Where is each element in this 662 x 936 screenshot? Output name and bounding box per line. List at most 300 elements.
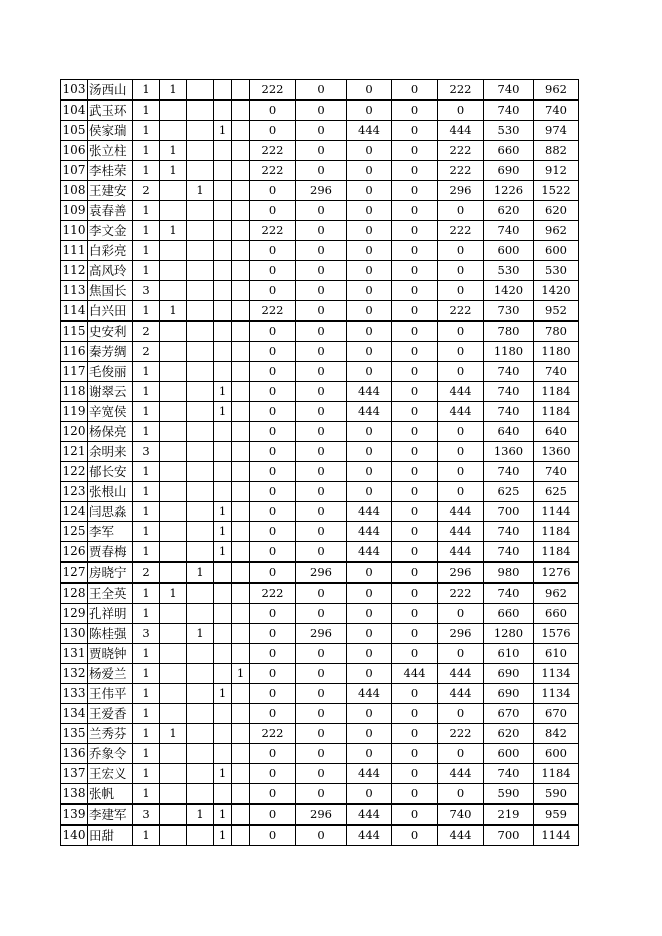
- cell-amount-b: 296: [296, 562, 347, 583]
- cell-col-d: [232, 362, 250, 382]
- cell-col-b: [187, 422, 214, 442]
- cell-col-b: [187, 141, 214, 161]
- cell-col-c: [214, 644, 232, 664]
- cell-subtotal: 296: [438, 624, 484, 644]
- cell-col-c: [214, 241, 232, 261]
- cell-row-number: 120: [61, 422, 88, 442]
- cell-subtotal: 296: [438, 562, 484, 583]
- cell-total: 1184: [534, 522, 579, 542]
- cell-amount-a: 0: [250, 604, 296, 624]
- cell-row-number: 110: [61, 221, 88, 241]
- cell-row-number: 118: [61, 382, 88, 402]
- cell-amount-b: 0: [296, 724, 347, 744]
- cell-amount-c: 0: [347, 301, 392, 322]
- cell-row-number: 106: [61, 141, 88, 161]
- cell-amount-c: 0: [347, 201, 392, 221]
- cell-col-a: [160, 684, 187, 704]
- cell-col-a: [160, 562, 187, 583]
- table-row: [61, 402, 579, 422]
- cell-col-b: [187, 201, 214, 221]
- cell-col-b: 1: [187, 804, 214, 825]
- cell-col-b: [187, 583, 214, 604]
- cell-amount-c: 444: [347, 804, 392, 825]
- cell-base: 670: [484, 704, 534, 724]
- cell-amount-b: 0: [296, 825, 347, 846]
- cell-col-c: [214, 422, 232, 442]
- cell-total: 530: [534, 261, 579, 281]
- cell-count: 1: [133, 542, 160, 563]
- cell-amount-d: 0: [392, 342, 438, 362]
- cell-row-number: 133: [61, 684, 88, 704]
- cell-amount-d: 0: [392, 542, 438, 563]
- cell-amount-d: 0: [392, 604, 438, 624]
- cell-amount-b: 0: [296, 542, 347, 563]
- cell-col-a: 1: [160, 301, 187, 322]
- cell-row-number: 114: [61, 301, 88, 322]
- cell-amount-d: 0: [392, 704, 438, 724]
- cell-subtotal: 222: [438, 80, 484, 101]
- cell-subtotal: 0: [438, 604, 484, 624]
- cell-amount-c: 444: [347, 382, 392, 402]
- cell-amount-b: 0: [296, 281, 347, 301]
- cell-col-b: 1: [187, 181, 214, 201]
- cell-row-number: 112: [61, 261, 88, 281]
- cell-subtotal: 222: [438, 161, 484, 181]
- cell-amount-b: 0: [296, 121, 347, 141]
- cell-col-c: 1: [214, 764, 232, 784]
- cell-count: 1: [133, 161, 160, 181]
- cell-col-a: [160, 362, 187, 382]
- cell-amount-d: 0: [392, 442, 438, 462]
- cell-count: 1: [133, 422, 160, 442]
- cell-col-a: [160, 121, 187, 141]
- cell-amount-c: 0: [347, 261, 392, 281]
- cell-row-number: 122: [61, 462, 88, 482]
- cell-count: 3: [133, 624, 160, 644]
- cell-base: 730: [484, 301, 534, 322]
- cell-row-number: 130: [61, 624, 88, 644]
- cell-subtotal: 0: [438, 201, 484, 221]
- cell-col-d: [232, 462, 250, 482]
- table-row: [61, 221, 579, 241]
- cell-base: 1420: [484, 281, 534, 301]
- cell-col-a: [160, 482, 187, 502]
- table-row: [61, 181, 579, 201]
- cell-name: 张立柱: [88, 141, 133, 161]
- cell-col-a: [160, 442, 187, 462]
- cell-col-c: 1: [214, 502, 232, 522]
- table-row: [61, 201, 579, 221]
- cell-amount-d: 0: [392, 482, 438, 502]
- cell-name: 张帆: [88, 784, 133, 805]
- cell-amount-d: 0: [392, 684, 438, 704]
- cell-total: 842: [534, 724, 579, 744]
- cell-col-b: [187, 825, 214, 846]
- cell-col-a: [160, 422, 187, 442]
- cell-amount-d: 0: [392, 744, 438, 764]
- cell-amount-b: 0: [296, 704, 347, 724]
- cell-count: 1: [133, 100, 160, 121]
- cell-col-c: 1: [214, 121, 232, 141]
- cell-count: 2: [133, 321, 160, 342]
- cell-name: 王全英: [88, 583, 133, 604]
- cell-amount-c: 444: [347, 121, 392, 141]
- cell-col-d: [232, 825, 250, 846]
- cell-amount-b: 0: [296, 744, 347, 764]
- cell-name: 张根山: [88, 482, 133, 502]
- cell-amount-c: 0: [347, 624, 392, 644]
- cell-col-a: [160, 764, 187, 784]
- cell-count: 1: [133, 141, 160, 161]
- cell-name: 李建军: [88, 804, 133, 825]
- cell-count: 1: [133, 684, 160, 704]
- cell-subtotal: 0: [438, 784, 484, 805]
- cell-col-c: 1: [214, 382, 232, 402]
- cell-amount-a: 0: [250, 462, 296, 482]
- cell-count: 1: [133, 261, 160, 281]
- cell-count: 1: [133, 201, 160, 221]
- cell-name: 秦芳绸: [88, 342, 133, 362]
- cell-amount-a: 0: [250, 402, 296, 422]
- cell-amount-a: 0: [250, 422, 296, 442]
- cell-amount-d: 0: [392, 382, 438, 402]
- cell-total: 1276: [534, 562, 579, 583]
- table-row: [61, 482, 579, 502]
- cell-count: 3: [133, 804, 160, 825]
- cell-col-c: [214, 80, 232, 101]
- cell-amount-d: 0: [392, 141, 438, 161]
- cell-amount-a: 0: [250, 684, 296, 704]
- cell-name: 王宏义: [88, 764, 133, 784]
- cell-col-a: [160, 342, 187, 362]
- table-row: [61, 261, 579, 281]
- cell-total: 1184: [534, 402, 579, 422]
- cell-amount-b: 0: [296, 422, 347, 442]
- cell-col-c: [214, 181, 232, 201]
- cell-total: 1134: [534, 684, 579, 704]
- cell-amount-d: 0: [392, 784, 438, 805]
- cell-amount-d: 0: [392, 362, 438, 382]
- cell-amount-a: 0: [250, 804, 296, 825]
- cell-subtotal: 0: [438, 321, 484, 342]
- cell-col-a: 1: [160, 724, 187, 744]
- cell-total: 660: [534, 604, 579, 624]
- cell-total: 620: [534, 201, 579, 221]
- cell-total: 1360: [534, 442, 579, 462]
- cell-subtotal: 0: [438, 100, 484, 121]
- cell-col-b: [187, 241, 214, 261]
- cell-total: 1576: [534, 624, 579, 644]
- cell-col-c: [214, 141, 232, 161]
- cell-amount-d: 0: [392, 804, 438, 825]
- cell-col-b: [187, 342, 214, 362]
- cell-amount-c: 0: [347, 161, 392, 181]
- cell-count: 1: [133, 825, 160, 846]
- cell-amount-a: 0: [250, 825, 296, 846]
- cell-amount-a: 0: [250, 442, 296, 462]
- cell-col-b: [187, 542, 214, 563]
- cell-base: 740: [484, 80, 534, 101]
- cell-col-c: [214, 462, 232, 482]
- cell-name: 王建安: [88, 181, 133, 201]
- cell-subtotal: 444: [438, 382, 484, 402]
- cell-col-d: [232, 301, 250, 322]
- cell-row-number: 134: [61, 704, 88, 724]
- cell-base: 740: [484, 462, 534, 482]
- cell-amount-b: 0: [296, 141, 347, 161]
- cell-col-b: [187, 321, 214, 342]
- cell-total: 740: [534, 362, 579, 382]
- cell-count: 2: [133, 181, 160, 201]
- cell-name: 陈桂强: [88, 624, 133, 644]
- cell-amount-b: 0: [296, 301, 347, 322]
- cell-amount-a: 0: [250, 522, 296, 542]
- cell-total: 1144: [534, 825, 579, 846]
- cell-subtotal: 0: [438, 342, 484, 362]
- cell-amount-a: 0: [250, 624, 296, 644]
- cell-col-d: [232, 604, 250, 624]
- cell-amount-c: 0: [347, 100, 392, 121]
- cell-col-a: [160, 644, 187, 664]
- cell-count: 1: [133, 583, 160, 604]
- cell-col-d: [232, 201, 250, 221]
- cell-amount-c: 0: [347, 141, 392, 161]
- cell-count: 2: [133, 562, 160, 583]
- cell-col-c: [214, 744, 232, 764]
- cell-amount-c: 444: [347, 542, 392, 563]
- cell-base: 740: [484, 221, 534, 241]
- cell-amount-b: 0: [296, 522, 347, 542]
- cell-amount-d: 0: [392, 261, 438, 281]
- table-row: [61, 80, 579, 101]
- cell-col-a: [160, 522, 187, 542]
- cell-amount-c: 0: [347, 744, 392, 764]
- cell-amount-d: 0: [392, 522, 438, 542]
- cell-base: 620: [484, 201, 534, 221]
- cell-col-d: [232, 402, 250, 422]
- cell-base: 1226: [484, 181, 534, 201]
- cell-amount-c: 0: [347, 181, 392, 201]
- cell-amount-c: 0: [347, 644, 392, 664]
- cell-count: 1: [133, 221, 160, 241]
- cell-amount-d: 0: [392, 402, 438, 422]
- cell-name: 贾春梅: [88, 542, 133, 563]
- cell-col-d: [232, 80, 250, 101]
- cell-amount-a: 0: [250, 281, 296, 301]
- cell-amount-a: 0: [250, 562, 296, 583]
- cell-base: 1360: [484, 442, 534, 462]
- table-row: [61, 684, 579, 704]
- cell-col-c: [214, 624, 232, 644]
- cell-col-b: [187, 121, 214, 141]
- cell-amount-d: 0: [392, 422, 438, 442]
- cell-row-number: 132: [61, 664, 88, 684]
- cell-amount-c: 444: [347, 502, 392, 522]
- cell-col-d: [232, 442, 250, 462]
- cell-amount-a: 0: [250, 744, 296, 764]
- cell-base: 980: [484, 562, 534, 583]
- cell-count: 1: [133, 724, 160, 744]
- cell-base: 610: [484, 644, 534, 664]
- cell-amount-b: 296: [296, 804, 347, 825]
- cell-col-d: [232, 502, 250, 522]
- cell-col-c: 1: [214, 402, 232, 422]
- cell-row-number: 140: [61, 825, 88, 846]
- cell-amount-b: 0: [296, 583, 347, 604]
- cell-col-d: [232, 482, 250, 502]
- cell-amount-b: 0: [296, 764, 347, 784]
- cell-amount-c: 0: [347, 442, 392, 462]
- cell-subtotal: 0: [438, 482, 484, 502]
- cell-row-number: 108: [61, 181, 88, 201]
- cell-count: 1: [133, 301, 160, 322]
- cell-col-a: [160, 784, 187, 805]
- cell-amount-d: 0: [392, 121, 438, 141]
- cell-col-b: [187, 684, 214, 704]
- cell-col-c: [214, 562, 232, 583]
- cell-col-d: [232, 724, 250, 744]
- cell-base: 780: [484, 321, 534, 342]
- cell-amount-d: 0: [392, 301, 438, 322]
- cell-count: 2: [133, 342, 160, 362]
- table-row: [61, 362, 579, 382]
- cell-col-d: [232, 562, 250, 583]
- cell-col-a: [160, 181, 187, 201]
- cell-name: 田甜: [88, 825, 133, 846]
- cell-total: 590: [534, 784, 579, 805]
- cell-amount-d: 0: [392, 161, 438, 181]
- cell-col-c: [214, 583, 232, 604]
- cell-amount-c: 0: [347, 362, 392, 382]
- cell-total: 1184: [534, 542, 579, 563]
- cell-amount-a: 0: [250, 502, 296, 522]
- table-row: [61, 321, 579, 342]
- cell-base: 690: [484, 684, 534, 704]
- cell-amount-d: 444: [392, 664, 438, 684]
- cell-col-b: 1: [187, 624, 214, 644]
- cell-col-a: 1: [160, 221, 187, 241]
- cell-col-b: [187, 261, 214, 281]
- cell-col-d: [232, 764, 250, 784]
- cell-amount-c: 444: [347, 684, 392, 704]
- cell-col-c: [214, 482, 232, 502]
- cell-col-b: [187, 764, 214, 784]
- cell-col-a: [160, 281, 187, 301]
- cell-amount-d: 0: [392, 764, 438, 784]
- cell-col-b: [187, 442, 214, 462]
- cell-name: 袁春善: [88, 201, 133, 221]
- cell-amount-c: 444: [347, 764, 392, 784]
- cell-col-c: [214, 321, 232, 342]
- cell-amount-d: 0: [392, 724, 438, 744]
- cell-amount-d: 0: [392, 281, 438, 301]
- cell-col-c: 1: [214, 804, 232, 825]
- cell-base: 219: [484, 804, 534, 825]
- cell-subtotal: 0: [438, 442, 484, 462]
- cell-col-c: [214, 664, 232, 684]
- cell-subtotal: 444: [438, 684, 484, 704]
- cell-amount-d: 0: [392, 562, 438, 583]
- cell-amount-c: 0: [347, 784, 392, 805]
- cell-subtotal: 444: [438, 522, 484, 542]
- cell-col-b: [187, 80, 214, 101]
- cell-col-b: [187, 784, 214, 805]
- cell-col-a: [160, 321, 187, 342]
- cell-base: 740: [484, 583, 534, 604]
- cell-amount-b: 0: [296, 241, 347, 261]
- cell-amount-a: 222: [250, 80, 296, 101]
- table-row: [61, 141, 579, 161]
- cell-name: 李军: [88, 522, 133, 542]
- cell-total: 600: [534, 241, 579, 261]
- table-row: [61, 342, 579, 362]
- cell-amount-c: 0: [347, 482, 392, 502]
- cell-amount-a: 222: [250, 221, 296, 241]
- cell-amount-a: 0: [250, 482, 296, 502]
- table-row: [61, 664, 579, 684]
- cell-name: 史安利: [88, 321, 133, 342]
- cell-count: 1: [133, 121, 160, 141]
- cell-subtotal: 444: [438, 542, 484, 563]
- cell-col-a: [160, 664, 187, 684]
- cell-total: 1184: [534, 764, 579, 784]
- cell-col-b: [187, 301, 214, 322]
- cell-count: 1: [133, 402, 160, 422]
- table-row: [61, 804, 579, 825]
- cell-amount-d: 0: [392, 502, 438, 522]
- cell-col-c: [214, 362, 232, 382]
- cell-total: 974: [534, 121, 579, 141]
- table-row: [61, 583, 579, 604]
- cell-amount-d: 0: [392, 644, 438, 664]
- cell-row-number: 123: [61, 482, 88, 502]
- cell-count: 1: [133, 382, 160, 402]
- cell-col-d: [232, 382, 250, 402]
- cell-amount-c: 0: [347, 583, 392, 604]
- table-row: [61, 422, 579, 442]
- cell-col-d: [232, 522, 250, 542]
- table-row: [61, 764, 579, 784]
- cell-name: 高风玲: [88, 261, 133, 281]
- cell-amount-a: 0: [250, 644, 296, 664]
- cell-amount-b: 0: [296, 604, 347, 624]
- cell-amount-d: 0: [392, 100, 438, 121]
- cell-total: 962: [534, 583, 579, 604]
- cell-amount-a: 0: [250, 342, 296, 362]
- cell-base: 740: [484, 402, 534, 422]
- cell-row-number: 121: [61, 442, 88, 462]
- cell-col-b: [187, 161, 214, 181]
- cell-amount-b: 0: [296, 402, 347, 422]
- cell-subtotal: 740: [438, 804, 484, 825]
- cell-row-number: 126: [61, 542, 88, 563]
- cell-row-number: 128: [61, 583, 88, 604]
- cell-base: 700: [484, 825, 534, 846]
- cell-subtotal: 444: [438, 121, 484, 141]
- cell-col-d: [232, 784, 250, 805]
- data-table: [60, 79, 579, 846]
- cell-col-c: [214, 704, 232, 724]
- cell-col-d: [232, 281, 250, 301]
- cell-row-number: 109: [61, 201, 88, 221]
- cell-amount-a: 0: [250, 382, 296, 402]
- cell-count: 3: [133, 442, 160, 462]
- cell-amount-b: 0: [296, 201, 347, 221]
- table-row: [61, 604, 579, 624]
- cell-total: 1144: [534, 502, 579, 522]
- cell-amount-a: 0: [250, 241, 296, 261]
- cell-count: 1: [133, 362, 160, 382]
